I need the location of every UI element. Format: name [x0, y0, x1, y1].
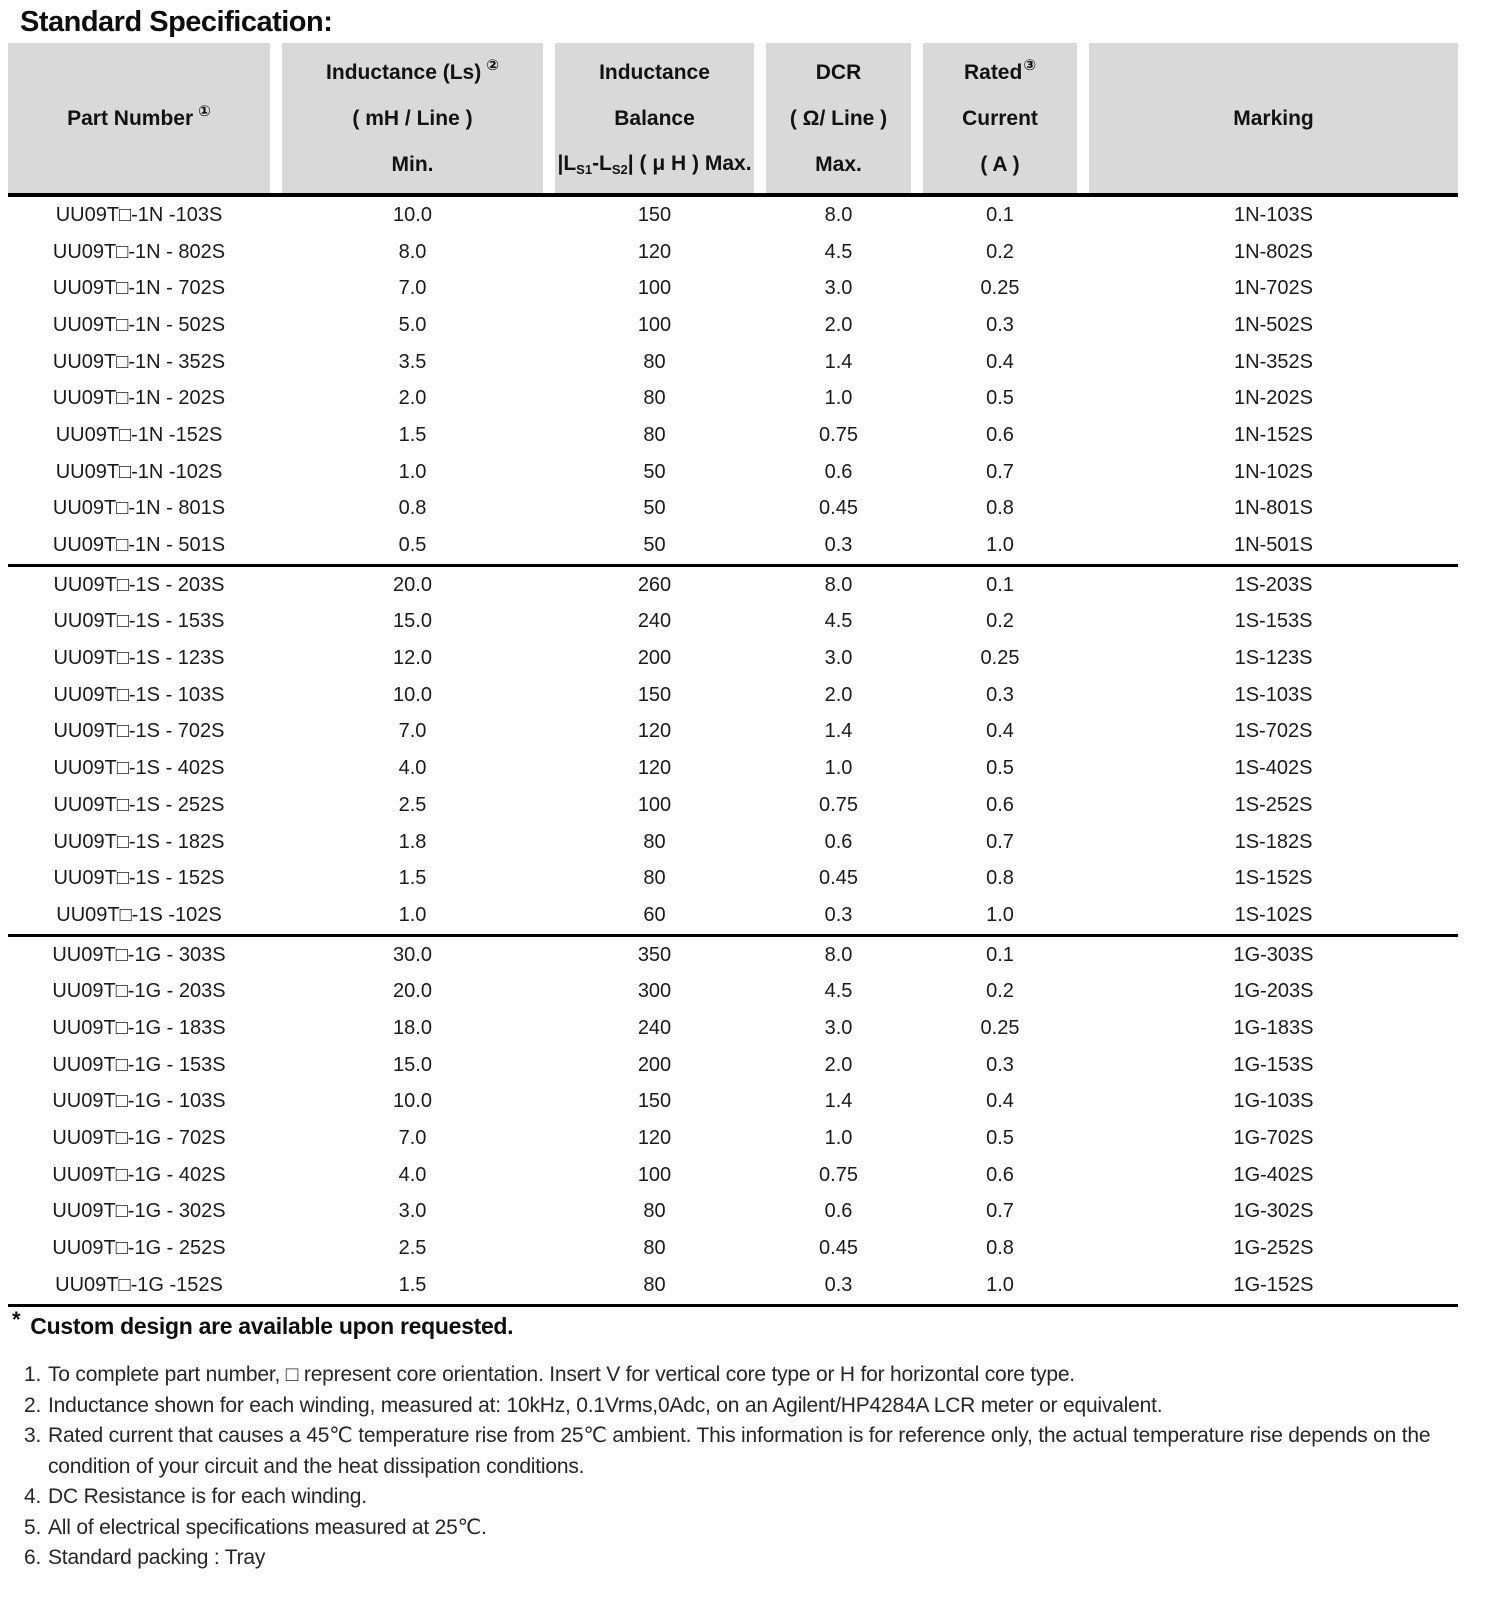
dcr-max-cell: 8.0: [824, 203, 853, 226]
marking-cell: 1G-702S: [1233, 1127, 1314, 1150]
inductance-min-cell: 15.0: [393, 1053, 432, 1076]
dcr-max-cell: 1.0: [824, 387, 853, 410]
inductance-balance-cell: 120: [637, 720, 672, 743]
part-number-cell: UU09T□-1S - 702S: [53, 720, 225, 743]
marking-cell: 1N-103S: [1234, 203, 1313, 226]
inductance-balance-cell: 100: [637, 793, 672, 816]
rated-current-cell: 0.6: [986, 1163, 1014, 1186]
dcr-header-title: DCR: [815, 61, 862, 84]
rated-current-cell: 0.7: [986, 830, 1014, 853]
dcr-max-cell: 1.0: [824, 757, 853, 780]
inductance-balance-cell: 80: [643, 387, 666, 410]
inductance-balance-cell: 80: [643, 1200, 666, 1223]
inductance-min-cell: 10.0: [393, 203, 432, 226]
table-row: [8, 1047, 1458, 1084]
rated-current-cell: 0.4: [986, 1090, 1014, 1113]
rated-current-cell: 0.5: [986, 757, 1014, 780]
inductance-min-cell: 1.0: [398, 903, 427, 926]
table-row: [8, 937, 1458, 974]
inductance-min-cell: 1.0: [398, 460, 427, 483]
dcr-max-cell: 8.0: [824, 573, 853, 596]
dcr-max-cell: 1.0: [824, 1127, 853, 1150]
part-number-cell: UU09T□-1G - 302S: [52, 1200, 226, 1223]
rated-current-cell: 0.8: [986, 497, 1014, 520]
rated-current-cell: 0.2: [986, 240, 1014, 263]
inductance-min-cell: 1.8: [398, 830, 427, 853]
footnote: 2. Inductance shown for each winding, measured at: 10kHz, 0.1Vrms,0Adc, on an Agilent/HP4284A LCR meter or equivalent.: [24, 1393, 1163, 1417]
rated-current-cell: 0.25: [980, 1016, 1020, 1039]
inductance-balance-cell: 100: [637, 277, 672, 300]
inductance-header-title: Inductance (Ls) ②: [326, 57, 499, 84]
inductance-min-cell: 18.0: [393, 1016, 432, 1039]
table-row: [8, 270, 1458, 307]
rated-current-cell: 0.4: [986, 720, 1014, 743]
table-row: [8, 787, 1458, 824]
dcr-header-qualifier: Max.: [815, 153, 862, 176]
marking-cell: 1N-102S: [1234, 460, 1313, 483]
dcr-max-cell: 3.0: [824, 1016, 853, 1039]
rated-current-cell: 1.0: [986, 1273, 1014, 1296]
inductance-min-cell: 30.0: [393, 943, 432, 966]
inductance-balance-cell: 60: [643, 903, 666, 926]
marking-cell: 1G-402S: [1233, 1163, 1314, 1186]
inductance-balance-cell: 100: [637, 313, 672, 336]
part-number-cell: UU09T□-1G - 303S: [52, 943, 226, 966]
inductance-min-cell: 15.0: [393, 610, 432, 633]
footnote: 3. Rated current that causes a 45℃ temperature rise from 25℃ ambient. This information is for reference only, the actual temperature rise depends on the condition of your circuit and the heat dissipation conditions.: [24, 1424, 1431, 1478]
table-row: [8, 1157, 1458, 1194]
asterisk-marker: *: [12, 1307, 21, 1332]
part-number-cell: UU09T□-1G - 103S: [52, 1090, 226, 1113]
marking-cell: 1S-702S: [1234, 720, 1313, 743]
table-row: [8, 1194, 1458, 1231]
dcr-header-unit: ( Ω/ Line ): [789, 107, 888, 130]
inductance-min-cell: 0.8: [398, 497, 427, 520]
part-number-cell: UU09T□-1N - 801S: [52, 497, 226, 520]
inductance-balance-cell: 50: [643, 497, 666, 520]
col-header-rated-current: [923, 43, 1077, 193]
marking-cell: 1G-303S: [1233, 943, 1314, 966]
inductance-min-cell: 10.0: [393, 683, 432, 706]
part-number-cell: UU09T□-1G - 702S: [52, 1127, 226, 1150]
part-number-cell: UU09T□-1N -152S: [55, 423, 223, 446]
rated-current-cell: 0.3: [986, 313, 1014, 336]
dcr-max-cell: 2.0: [824, 313, 853, 336]
table-row: [8, 824, 1458, 861]
inductance-balance-cell: 80: [643, 1237, 666, 1260]
dcr-max-cell: 3.0: [824, 647, 853, 670]
rated-header-line2: Current: [962, 107, 1038, 130]
part-number-cell: UU09T□-1G - 203S: [52, 980, 226, 1003]
table-row: [8, 417, 1458, 454]
dcr-max-cell: 0.45: [819, 1237, 858, 1260]
inductance-header-unit: ( mH / Line ): [352, 107, 473, 130]
table-row: [8, 1267, 1458, 1304]
marking-cell: 1G-302S: [1233, 1200, 1314, 1223]
inductance-balance-cell: 240: [637, 610, 672, 633]
rated-current-cell: 0.6: [986, 423, 1014, 446]
table-row: [8, 1084, 1458, 1121]
inductance-min-cell: 2.5: [398, 793, 427, 816]
inductance-min-cell: 10.0: [393, 1090, 432, 1113]
rated-current-cell: 0.1: [986, 203, 1014, 226]
marking-cell: 1S-252S: [1234, 793, 1313, 816]
part-number-cell: UU09T□-1N - 502S: [52, 313, 226, 336]
table-row: [8, 677, 1458, 714]
marking-cell: 1N-352S: [1234, 350, 1313, 373]
dcr-max-cell: 0.75: [819, 793, 858, 816]
footnotes: [24, 1360, 1476, 1574]
part-number-cell: UU09T□-1N - 802S: [52, 240, 226, 263]
dcr-max-cell: 4.5: [824, 240, 853, 263]
footnote-ref-3: ③: [1023, 57, 1037, 74]
marking-cell: 1G-153S: [1233, 1053, 1314, 1076]
inductance-balance-cell: 300: [637, 980, 672, 1003]
footnote: 6. Standard packing : Tray: [24, 1546, 266, 1569]
rated-current-cell: 0.3: [986, 1053, 1014, 1076]
inductance-min-cell: 5.0: [398, 313, 427, 336]
rated-current-cell: 0.7: [986, 1200, 1014, 1223]
marking-cell: 1S-182S: [1234, 830, 1313, 853]
table-section-1n: [8, 197, 1458, 567]
marking-cell: 1N-802S: [1234, 240, 1313, 263]
inductance-balance-cell: 120: [637, 240, 672, 263]
inductance-balance-cell: 50: [643, 534, 666, 557]
inductance-balance-cell: 150: [637, 203, 672, 226]
rated-current-cell: 0.2: [986, 980, 1014, 1003]
dcr-max-cell: 1.4: [824, 350, 853, 373]
inductance-balance-cell: 120: [637, 1127, 672, 1150]
balance-header-line1: Inductance: [599, 61, 710, 84]
inductance-balance-cell: 200: [637, 647, 672, 670]
marking-cell: 1S-203S: [1234, 573, 1313, 596]
inductance-balance-cell: 260: [637, 573, 672, 596]
table-row: [8, 567, 1458, 604]
marking-header-label: Marking: [1233, 107, 1314, 130]
table-row: [8, 973, 1458, 1010]
col-header-dcr: [766, 43, 911, 193]
dcr-max-cell: 1.4: [824, 720, 853, 743]
inductance-min-cell: 4.0: [398, 1163, 427, 1186]
part-number-cell: UU09T□-1G - 183S: [52, 1016, 226, 1039]
inductance-min-cell: 20.0: [393, 980, 432, 1003]
table-row: [8, 197, 1458, 234]
table-row: [8, 750, 1458, 787]
custom-design-note: * Custom design are available upon requested.: [12, 1307, 514, 1339]
inductance-min-cell: 20.0: [393, 573, 432, 596]
inductance-min-cell: 7.0: [398, 277, 427, 300]
part-number-cell: UU09T□-1N - 501S: [52, 534, 226, 557]
rated-header-unit: ( A ): [980, 153, 1020, 176]
rated-current-cell: 0.25: [980, 647, 1020, 670]
part-number-header-label: Part Number ①: [67, 103, 211, 130]
rated-current-cell: 0.8: [986, 867, 1014, 890]
part-number-cell: UU09T□-1S - 153S: [53, 610, 225, 633]
dcr-max-cell: 4.5: [824, 980, 853, 1003]
part-number-cell: UU09T□-1S - 103S: [53, 683, 225, 706]
inductance-balance-cell: 350: [637, 943, 672, 966]
rated-current-cell: 0.6: [986, 793, 1014, 816]
rated-current-cell: 0.2: [986, 610, 1014, 633]
marking-cell: 1S-153S: [1234, 610, 1313, 633]
rated-current-cell: 0.3: [986, 683, 1014, 706]
marking-cell: 1N-502S: [1234, 313, 1313, 336]
table-row: [8, 860, 1458, 897]
marking-cell: 1N-702S: [1234, 277, 1313, 300]
dcr-max-cell: 2.0: [824, 683, 853, 706]
col-header-marking: [1089, 43, 1458, 193]
marking-cell: 1G-203S: [1233, 980, 1314, 1003]
part-number-cell: UU09T□-1S - 152S: [53, 867, 225, 890]
inductance-min-cell: 8.0: [398, 240, 427, 263]
part-number-cell: UU09T□-1S - 402S: [53, 757, 225, 780]
marking-cell: 1G-103S: [1233, 1090, 1314, 1113]
rated-current-cell: 0.25: [980, 277, 1020, 300]
inductance-balance-cell: 240: [637, 1016, 672, 1039]
inductance-balance-cell: 120: [637, 757, 672, 780]
page-title: Standard Specification:: [20, 6, 333, 38]
part-number-cell: UU09T□-1N - 702S: [52, 277, 226, 300]
marking-cell: 1N-801S: [1234, 497, 1313, 520]
table-row: [8, 454, 1458, 491]
part-number-cell: UU09T□-1N - 202S: [52, 387, 226, 410]
inductance-balance-cell: 80: [643, 350, 666, 373]
marking-cell: 1S-152S: [1234, 867, 1313, 890]
table-row: [8, 234, 1458, 271]
dcr-max-cell: 0.75: [819, 423, 858, 446]
inductance-balance-cell: 50: [643, 460, 666, 483]
inductance-balance-cell: 200: [637, 1053, 672, 1076]
marking-cell: 1G-183S: [1233, 1016, 1314, 1039]
marking-cell: 1S-102S: [1234, 903, 1313, 926]
dcr-max-cell: 3.0: [824, 277, 853, 300]
balance-header-line2: Balance: [614, 106, 695, 130]
part-number-cell: UU09T□-1G - 402S: [52, 1163, 226, 1186]
table-row: [8, 380, 1458, 417]
dcr-max-cell: 0.45: [819, 867, 858, 890]
dcr-max-cell: 0.3: [824, 1273, 853, 1296]
table-row: [8, 307, 1458, 344]
part-number-cell: UU09T□-1N -103S: [55, 203, 223, 226]
footnote-ref-1: ①: [198, 103, 211, 120]
table-row: [8, 1010, 1458, 1047]
table-row: [8, 640, 1458, 677]
inductance-min-cell: 7.0: [398, 720, 427, 743]
rated-current-cell: 0.5: [986, 387, 1014, 410]
part-number-cell: UU09T□-1G - 153S: [52, 1053, 226, 1076]
rated-header-title: Rated③: [963, 57, 1037, 84]
footnote: 4. DC Resistance is for each winding.: [24, 1485, 367, 1508]
rated-current-cell: 0.7: [986, 460, 1014, 483]
inductance-min-cell: 2.5: [398, 1237, 427, 1260]
inductance-balance-cell: 80: [643, 830, 666, 853]
table-row: [8, 714, 1458, 751]
rated-current-cell: 0.5: [986, 1127, 1014, 1150]
inductance-min-cell: 3.5: [398, 350, 427, 373]
rated-current-cell: 1.0: [986, 534, 1014, 557]
marking-cell: 1G-252S: [1233, 1237, 1314, 1260]
marking-cell: 1S-402S: [1234, 757, 1313, 780]
dcr-max-cell: 4.5: [824, 610, 853, 633]
inductance-min-cell: 7.0: [398, 1127, 427, 1150]
inductance-balance-cell: 150: [637, 683, 672, 706]
marking-cell: 1N-152S: [1234, 423, 1313, 446]
inductance-min-cell: 0.5: [398, 534, 427, 557]
dcr-max-cell: 8.0: [824, 943, 853, 966]
dcr-max-cell: 1.4: [824, 1090, 853, 1113]
dcr-max-cell: 0.75: [819, 1163, 858, 1186]
marking-cell: 1S-103S: [1234, 683, 1313, 706]
part-number-cell: UU09T□-1S -102S: [56, 903, 222, 926]
table-row: [8, 897, 1458, 934]
footnote: 1. To complete part number, □ represent core orientation. Insert V for vertical core type or H for horizontal core type.: [24, 1363, 1075, 1386]
inductance-min-cell: 1.5: [398, 867, 427, 890]
part-number-cell: UU09T□-1N - 352S: [52, 350, 226, 373]
balance-header-formula: $|L_{S1}-L_{S2}|$ ( μ H ) Max.: [557, 152, 752, 177]
col-header-inductance-balance: [555, 43, 754, 193]
part-number-cell: UU09T□-1S - 252S: [53, 793, 225, 816]
part-number-cell: UU09T□-1G -152S: [55, 1273, 223, 1296]
part-number-cell: UU09T□-1S - 203S: [53, 573, 225, 596]
table-row: [8, 491, 1458, 528]
table-row: [8, 1120, 1458, 1157]
spec-table: [8, 43, 1458, 1307]
marking-cell: 1S-123S: [1234, 647, 1313, 670]
inductance-balance-cell: 80: [643, 1273, 666, 1296]
table-section-1g: [8, 937, 1458, 1307]
dcr-max-cell: 0.45: [819, 497, 858, 520]
inductance-balance-cell: 150: [637, 1090, 672, 1113]
rated-current-cell: 0.8: [986, 1237, 1014, 1260]
inductance-min-cell: 4.0: [398, 757, 427, 780]
inductance-min-cell: 2.0: [398, 387, 427, 410]
inductance-min-cell: 3.0: [398, 1200, 427, 1223]
dcr-max-cell: 2.0: [824, 1053, 853, 1076]
part-number-cell: UU09T□-1S - 123S: [53, 647, 225, 670]
table-header-row: [8, 43, 1458, 193]
rated-current-cell: 0.1: [986, 573, 1014, 596]
table-row: [8, 604, 1458, 641]
inductance-balance-cell: 80: [643, 867, 666, 890]
marking-cell: 1G-152S: [1233, 1273, 1314, 1296]
table-row: [8, 527, 1458, 564]
marking-cell: 1N-202S: [1234, 387, 1313, 410]
inductance-balance-cell: 80: [643, 423, 666, 446]
part-number-cell: UU09T□-1S - 182S: [53, 830, 225, 853]
col-header-inductance: [282, 43, 543, 193]
footnote-ref-2: ②: [486, 57, 499, 74]
rated-current-cell: 1.0: [986, 903, 1014, 926]
part-number-cell: UU09T□-1G - 252S: [52, 1237, 226, 1260]
dcr-max-cell: 0.6: [824, 1200, 853, 1223]
dcr-max-cell: 0.3: [824, 534, 853, 557]
inductance-balance-cell: 100: [637, 1163, 672, 1186]
inductance-min-cell: 1.5: [398, 1273, 427, 1296]
table-row: [8, 344, 1458, 381]
rated-current-cell: 0.4: [986, 350, 1014, 373]
part-number-cell: UU09T□-1N -102S: [55, 460, 223, 483]
dcr-max-cell: 0.6: [824, 830, 853, 853]
marking-cell: 1N-501S: [1234, 534, 1313, 557]
inductance-min-cell: 1.5: [398, 423, 427, 446]
footnote: 5. All of electrical specifications measured at 25℃.: [24, 1515, 487, 1539]
col-header-part-number: [8, 43, 270, 193]
table-row: [8, 1230, 1458, 1267]
dcr-max-cell: 0.6: [824, 460, 853, 483]
rated-current-cell: 0.1: [986, 943, 1014, 966]
inductance-header-qualifier: Min.: [391, 153, 434, 176]
dcr-max-cell: 0.3: [824, 903, 853, 926]
inductance-min-cell: 12.0: [393, 647, 432, 670]
table-section-1s: [8, 567, 1458, 937]
